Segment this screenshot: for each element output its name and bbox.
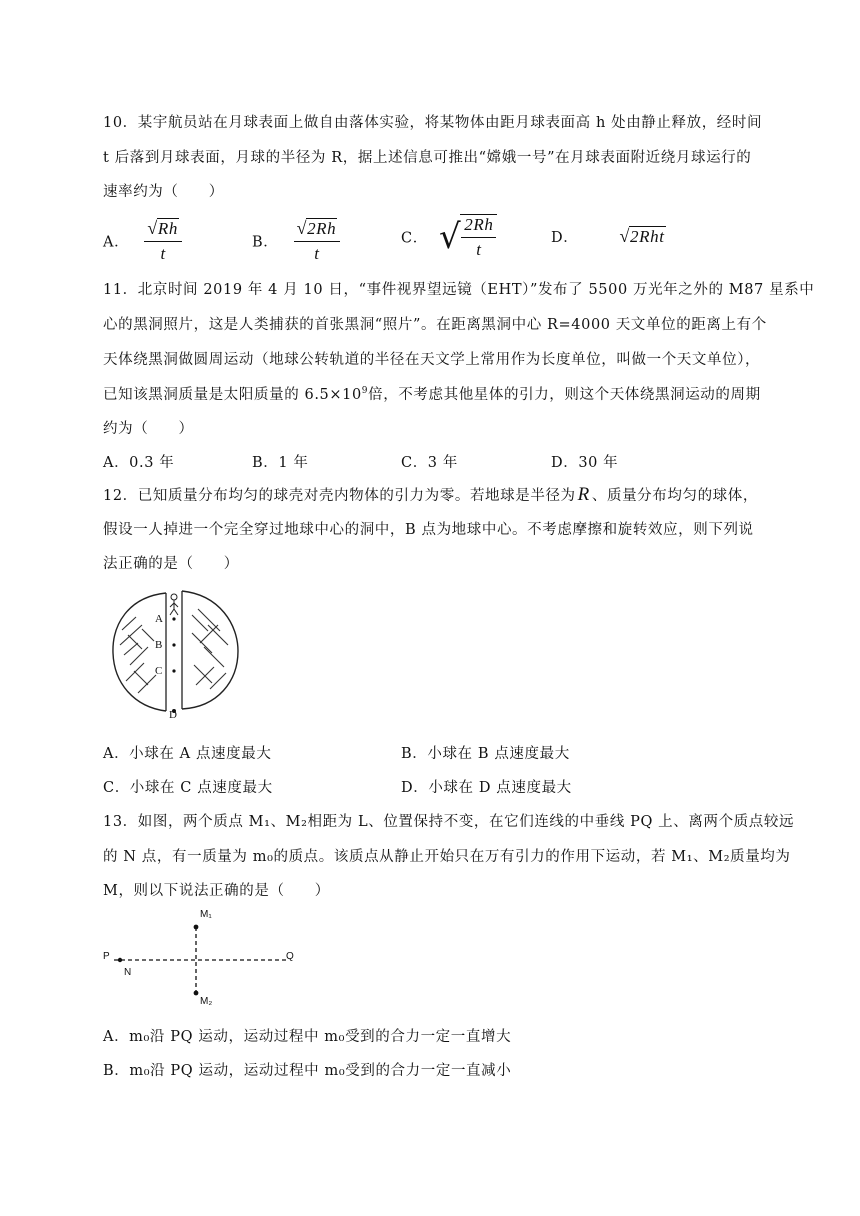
- q10-option-a: [103, 218, 182, 264]
- q10-option-b-numerator: 2Rh: [307, 219, 337, 238]
- q11-line4-exponent: 9: [361, 386, 369, 397]
- q11-line2: 心的黑洞照片，这是人类捕获的首张黑洞“照片”。在距离黑洞中心 R=4000 天文单位的距离上有个: [103, 317, 767, 333]
- figure-label-d: D: [169, 709, 177, 720]
- q12-option-d: D．小球在 D 点速度最大: [401, 780, 572, 796]
- figure-label-q: Q: [286, 951, 294, 962]
- q12-line1-radius: R: [577, 484, 590, 505]
- q11-line4: [103, 383, 761, 404]
- q12-option-a: A．小球在 A 点速度最大: [103, 746, 272, 762]
- q10-option-a-label: A．: [103, 234, 130, 251]
- q10-option-a-numerator: Rh: [157, 219, 178, 238]
- q10-option-c-label: C．: [401, 230, 428, 247]
- q10-option-b-fraction: √ 2Rh t: [294, 218, 341, 264]
- q10-option-b-label: B．: [252, 234, 279, 251]
- q10-option-c-root: √ $\frac{2Rh}{t}$: [439, 214, 497, 260]
- q12-line1-pre: 12．已知质量分布均匀的球壳对壳内物体的引力为零。若地球是半径为: [103, 488, 576, 504]
- q12-line1-post: 、质量分布均匀的球体，: [591, 488, 758, 504]
- q10-option-c-denominator: t: [476, 240, 482, 259]
- q13-option-a: A．m₀沿 PQ 运动，运动过程中 m₀受到的合力一定一直增大: [103, 1029, 512, 1045]
- q11-option-a: A．0.3 年: [103, 455, 175, 471]
- q10-line2: t 后落到月球表面，月球的半径为 R，据上述信息可推出“嫦娥一号”在月球表面附近绕月球运行的: [103, 150, 752, 166]
- figure-label-n: N: [124, 967, 132, 978]
- q10-option-d-expr: 2Rht: [630, 227, 665, 246]
- figure-label-m2: M₂: [200, 996, 213, 1005]
- q10-line3: 速率约为（ ）: [103, 184, 224, 200]
- q12-line2: 假设一人掉进一个完全穿过地球中心的洞中，B 点为地球中心。不考虑摩擦和旋转效应，则下列说: [103, 522, 754, 538]
- q10-option-b-denominator: t: [314, 244, 320, 263]
- q10-option-a-denominator: t: [160, 244, 166, 263]
- q10-option-d: [551, 226, 666, 247]
- q12-option-c: C．小球在 C 点速度最大: [103, 780, 273, 796]
- q12-line3: 法正确的是（ ）: [103, 556, 239, 572]
- q11-option-b: B．1 年: [252, 455, 309, 471]
- q11-line3: 天体绕黑洞做圆周运动（地球公转轨道的半径在天文学上常用作为长度单位，叫做一个天文单位），: [103, 352, 761, 368]
- q12-option-b: B．小球在 B 点速度最大: [401, 746, 570, 762]
- q13-option-b: B．m₀沿 PQ 运动，运动过程中 m₀受到的合力一定一直减小: [103, 1063, 512, 1079]
- q10-option-c-numerator: 2Rh: [461, 215, 496, 238]
- q11-line5: 约为（ ）: [103, 421, 194, 437]
- q13-line1: 13．如图，两个质点 M₁、M₂相距为 L、位置保持不变，在它们连线的中垂线 PQ 上、离两个质点较远: [103, 814, 795, 830]
- figure-label-b: B: [155, 639, 163, 651]
- q13-line3: M，则以下说法正确的是（ ）: [103, 883, 330, 899]
- figure-label-c: C: [155, 665, 163, 677]
- q12-line1: [103, 484, 758, 506]
- figure-label-m1: M₁: [200, 909, 212, 920]
- two-mass-figure: [100, 905, 300, 1005]
- q10-option-b: [252, 218, 340, 264]
- q11-line4-post: 倍，不考虑其他星体的引力，则这个天体绕黑洞运动的周期: [368, 387, 761, 403]
- q10-line1: 10．某宇航员站在月球表面上做自由落体实验，将某物体由距月球表面高 h 处由静止释放，经时间: [103, 115, 763, 131]
- q10-option-d-label: D．: [551, 230, 579, 246]
- q11-option-d: D．30 年: [551, 455, 619, 471]
- q11-line1: 11．北京时间 2019 年 4 月 10 日，“事件视界望远镜（EHT）”发布了 5500 万光年之外的 M87 星系中: [103, 282, 815, 298]
- figure-label-a: A: [155, 613, 163, 625]
- q11-line4-pre: 已知该黑洞质量是太阳质量的 6.5×10: [103, 387, 362, 403]
- figure-label-p: P: [103, 951, 110, 962]
- q10-option-c: [401, 214, 497, 260]
- q10-option-a-fraction: √ Rh t: [144, 218, 182, 264]
- earth-tunnel-figure: [108, 585, 243, 720]
- q10-option-d-root: √ 2Rht: [619, 226, 665, 246]
- q11-option-c: C．3 年: [401, 455, 458, 471]
- q13-line2: 的 N 点，有一质量为 m₀的质点。该质点从静止开始只在万有引力的作用下运动，若 M₁、M₂质量均为: [103, 849, 791, 865]
